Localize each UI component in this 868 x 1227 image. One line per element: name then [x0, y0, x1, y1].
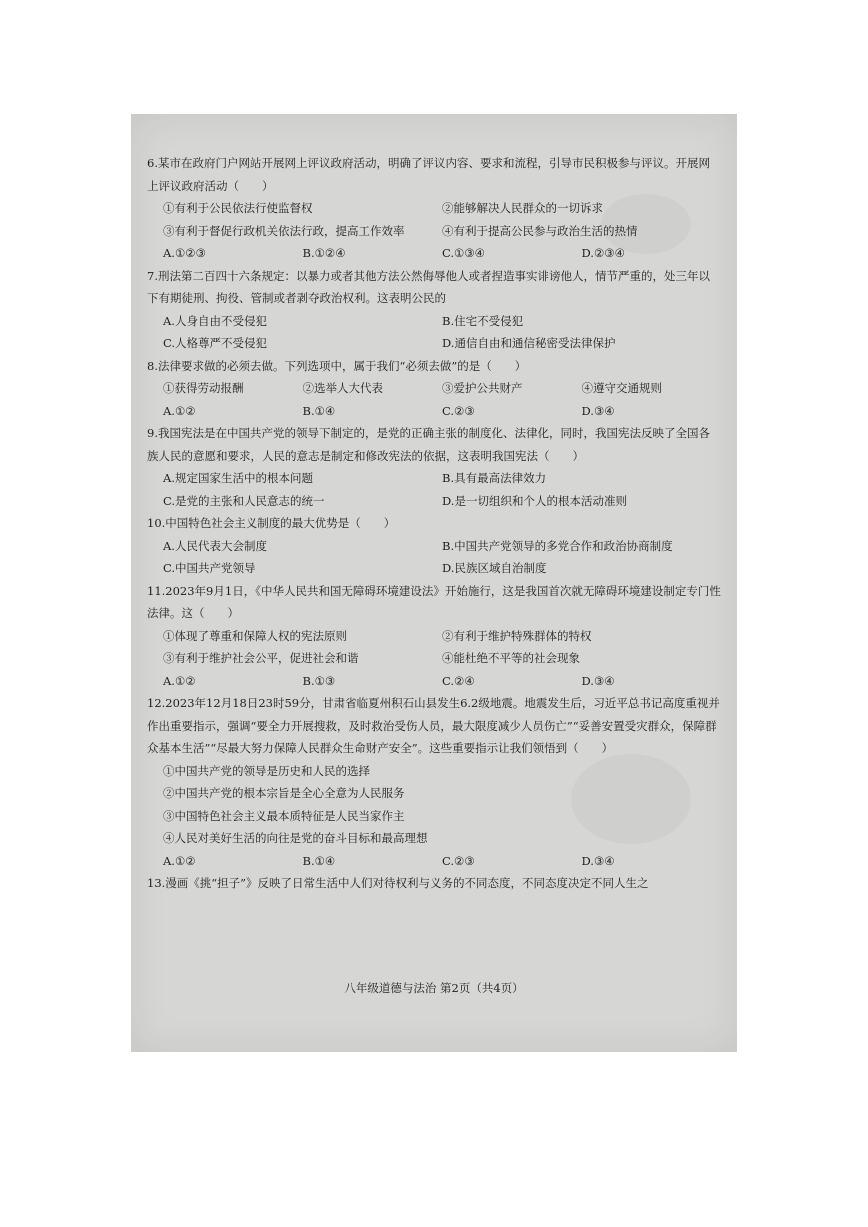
choice: C.中国共产党领导	[163, 561, 256, 575]
statement: ①体现了尊重和保障人权的宪法原则	[163, 628, 347, 643]
statement: ②有利于维护特殊群体的特权	[442, 628, 592, 643]
exam-sheet	[131, 114, 737, 1052]
question-13	[147, 872, 721, 895]
exam-content	[147, 152, 721, 895]
statement: ④能杜绝不平等的社会现象	[442, 651, 580, 665]
statement: ①有利于公民依法行使监督权	[163, 201, 313, 215]
choice: D.③④	[581, 673, 615, 688]
choice: B.①④	[302, 853, 336, 868]
choice: B.中国共产党领导的多党合作和政治协商制度	[442, 538, 673, 553]
statement-list	[147, 625, 721, 670]
choice: A.①②③	[163, 246, 206, 260]
question-6	[147, 152, 721, 265]
choice-list	[147, 400, 721, 423]
choice-list	[147, 670, 721, 693]
statement: ②中国共产党的根本宗旨是全心全意为人民服务	[163, 786, 405, 800]
choice-list	[147, 310, 721, 355]
question-8	[147, 355, 721, 423]
choice: B.住宅不受侵犯	[442, 313, 524, 328]
question-stem: 9.我国宪法是在中国共产党的领导下制定的，是党的正确主张的制度化、法律化，同时，我国宪法反映了全国各族人民的意愿和要求，人民的意志是制定和修改宪法的依据，这表明我国宪法（ ）	[147, 426, 710, 463]
statement: ①获得劳动报酬	[163, 381, 244, 395]
question-9	[147, 422, 721, 512]
choice-list	[147, 850, 721, 873]
choice: D.③④	[581, 403, 615, 418]
statement: ④人民对美好生活的向往是党的奋斗目标和最高理想	[163, 831, 428, 845]
statement: ③有利于督促行政机关依法行政，提高工作效率	[163, 223, 405, 238]
choice: C.②③	[442, 403, 475, 418]
statement: ②能够解决人民群众的一切诉求	[442, 201, 603, 215]
choice: B.具有最高法律效力	[442, 471, 547, 485]
question-stem: 13.漫画《挑“担子”》反映了日常生活中人们对待权利与义务的不同态度，不同态度决定不同人生之	[147, 876, 649, 890]
choice: A.①②	[163, 673, 196, 688]
choice: D.通信自由和通信秘密受法律保护	[442, 336, 616, 350]
statement: ③有利于维护社会公平，促进社会和谐	[163, 651, 359, 665]
choice: B.①③	[302, 673, 336, 688]
choice: C.是党的主张和人民意志的统一	[163, 493, 325, 508]
statement: ②选举人大代表	[302, 381, 383, 395]
choice: C.②④	[442, 673, 475, 688]
statement: ③中国特色社会主义最本质特征是人民当家作主	[163, 808, 405, 823]
question-10	[147, 512, 721, 580]
choice: A.①②	[163, 403, 196, 418]
choice: D.②③④	[581, 246, 625, 260]
statement: ③爱护公共财产	[442, 381, 523, 395]
choice: A.规定国家生活中的根本问题	[163, 471, 313, 485]
statement: ①中国共产党的领导是历史和人民的选择	[163, 763, 370, 778]
choice: C.②③	[442, 853, 475, 868]
choice: A.人民代表大会制度	[163, 538, 267, 553]
choice: D.民族区域自治制度	[442, 561, 547, 575]
question-stem: 12.2023年12月18日23时59分，甘肃省临夏州积石山县发生6.2级地震。地震发生后，习近平总书记高度重视并作出重要指示，强调“要全力开展搜救，及时救治受伤人员，最大限度减少人员伤亡”“妥善安置受灾群众，保障群众基本生活”“尽最大努力保障人民群众生命财产安全”。这些重要指示让我们领悟到（ ）	[147, 696, 720, 755]
statement-list	[147, 377, 721, 400]
choice: B.①④	[302, 403, 336, 418]
question-stem: 11.2023年9月1日，《中华人民共和国无障碍环境建设法》开始施行，这是我国首次就无障碍环境建设制定专门性法律。这（ ）	[147, 583, 721, 620]
question-stem: 8.法律要求做的必须去做。下列选项中，属于我们“必须去做”的是（ ）	[147, 358, 527, 373]
statement: ④遵守交通规则	[581, 381, 662, 395]
choice: D.是一切组织和个人的根本活动准则	[442, 493, 627, 508]
statement-list	[147, 197, 721, 242]
question-stem: 7.刑法第二百四十六条规定：以暴力或者其他方法公然侮辱他人或者捏造事实诽谤他人，情节严重的，处三年以下有期徒刑、拘役、管制或者剥夺政治权利。这表明公民的	[147, 268, 710, 305]
choice: C.人格尊严不受侵犯	[163, 336, 268, 350]
statement: ④有利于提高公民参与政治生活的热情	[442, 223, 638, 238]
page-footer: 八年级道德与法治 第2页（共4页）	[344, 981, 524, 995]
choice: A.人身自由不受侵犯	[163, 313, 267, 328]
choice-list	[147, 467, 721, 512]
choice: A.①②	[163, 853, 196, 868]
choice: B.①②④	[302, 246, 346, 260]
question-12	[147, 692, 721, 872]
question-11	[147, 580, 721, 693]
choice-list	[147, 242, 721, 265]
choice-list	[147, 535, 721, 580]
choice: C.①③④	[442, 246, 485, 260]
question-stem: 10.中国特色社会主义制度的最大优势是（ ）	[147, 516, 396, 530]
choice: D.③④	[581, 853, 615, 868]
question-stem: 6.某市在政府门户网站开展网上评议政府活动，明确了评议内容、要求和流程，引导市民积极参与评议。开展网上评议政府活动（ ）	[147, 156, 710, 193]
question-7	[147, 265, 721, 355]
